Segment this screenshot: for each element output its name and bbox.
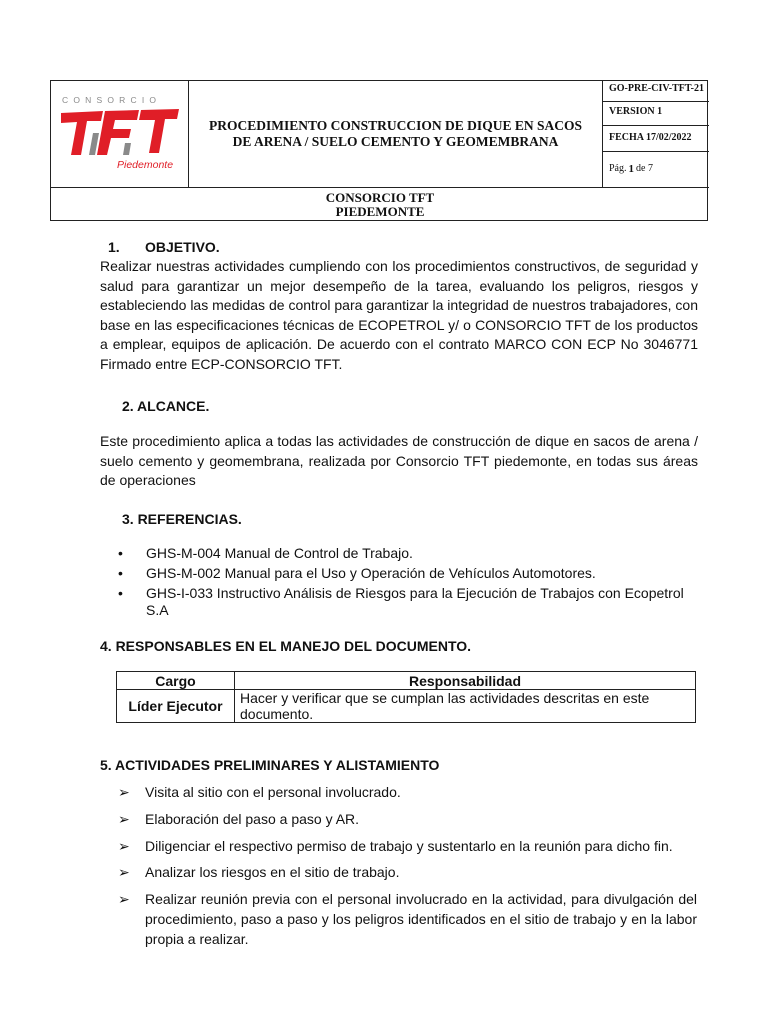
responsibility-table (116, 671, 696, 723)
arrow-bullet-icon: ➢ (118, 811, 130, 827)
heading-alcance: 2. ALCANCE. (122, 398, 210, 414)
company-line-2: PIEDEMONTE (335, 204, 425, 219)
company-name (51, 188, 709, 222)
logo-top-text: CONSORCIO (62, 95, 162, 105)
logo-sub-text: Piedemonte (117, 159, 174, 171)
column-header-responsabilidad: Responsabilidad (235, 672, 695, 690)
page-total: de 7 (636, 163, 653, 174)
document-header (50, 80, 708, 221)
objetivo-text: Realizar nuestras actividades cumpliendo con los procedimientos constructivos, de seguridad y salud para garantizar un mejor desempeño de la tarea, evaluando los peligros, riesgos y estableciendo las medidas de control para garantizar la integridad de nuestros trabajadores, con base en las especificaciones técnicas de ECOPETROL y/ o CONSORCIO TFT de los productos a emplear, equipos de aplicación. De acuerdo con el contrato MARCO CON ECP No 3046771 Firmado entre ECP-CONSORCIO TFT. (100, 258, 698, 372)
logo-cell (51, 81, 189, 188)
document-date: FECHA 17/02/2022 (603, 126, 709, 152)
cell-responsabilidad: Hacer y verificar que se cumplan las actividades descritas en este documento. (240, 690, 650, 722)
bullet-icon: • (118, 545, 123, 561)
reference-text: GHS-M-002 Manual para el Uso y Operación de Vehículos Automotores. (146, 565, 596, 581)
reference-text: GHS-M-004 Manual de Control de Trabajo. (146, 545, 413, 561)
heading-actividades: 5. ACTIVIDADES PRELIMINARES Y ALISTAMIENTO (100, 757, 440, 773)
activity-text: Realizar reunión previa con el personal involucrado en la actividad, para divulgación del procedimiento, paso a paso y los peligros identificados en el sitio de trabajo y en la labor propia a realizar. (145, 891, 697, 947)
document-version: VERSION 1 (603, 102, 709, 126)
heading-objetivo: OBJETIVO. (145, 239, 220, 255)
arrow-bullet-icon: ➢ (118, 891, 130, 907)
arrow-bullet-icon: ➢ (118, 784, 130, 800)
cell-cargo: Líder Ejecutor (117, 690, 235, 722)
heading-objetivo-num: 1. (108, 239, 120, 255)
arrow-bullet-icon: ➢ (118, 864, 130, 880)
page-current: 1 (628, 163, 634, 175)
page-number (603, 152, 709, 188)
arrow-bullet-icon: ➢ (118, 838, 130, 854)
activity-text: Elaboración del paso a paso y AR. (145, 811, 360, 827)
document-title: PROCEDIMIENTO CONSTRUCCION DE DIQUE EN SACOS DE ARENA / SUELO CEMENTO Y GEOMEMBRANA (189, 81, 603, 188)
reference-text: GHS-I-033 Instructivo Análisis de Riesgos para la Ejecución de Trabajos con Ecopetrol S.A (146, 585, 684, 618)
logo-mark (61, 109, 179, 155)
company-line-1: CONSORCIO TFT (325, 190, 435, 205)
document-code: GO-PRE-CIV-TFT-21 (603, 81, 709, 102)
consorcio-tft-logo (59, 93, 181, 179)
activity-text: Diligenciar el respectivo permiso de trabajo y sustentarlo en la reunión para dicho fin. (145, 838, 673, 854)
activity-text: Visita al sitio con el personal involucrado. (145, 784, 401, 800)
page-prefix: Pág. (609, 163, 627, 174)
bullet-icon: • (118, 585, 123, 601)
bullet-icon: • (118, 565, 123, 581)
column-header-cargo: Cargo (117, 672, 235, 690)
heading-responsables: 4. RESPONSABLES EN EL MANEJO DEL DOCUMENTO. (100, 638, 472, 654)
activity-text: Analizar los riesgos en el sitio de trabajo. (145, 864, 400, 880)
heading-referencias: 3. REFERENCIAS. (122, 511, 242, 527)
alcance-text: Este procedimiento aplica a todas las actividades de construcción de dique en sacos de arena / suelo cemento y geomembrana, realizada por Consorcio TFT piedemonte, en todas sus áreas de operaciones (100, 433, 698, 488)
